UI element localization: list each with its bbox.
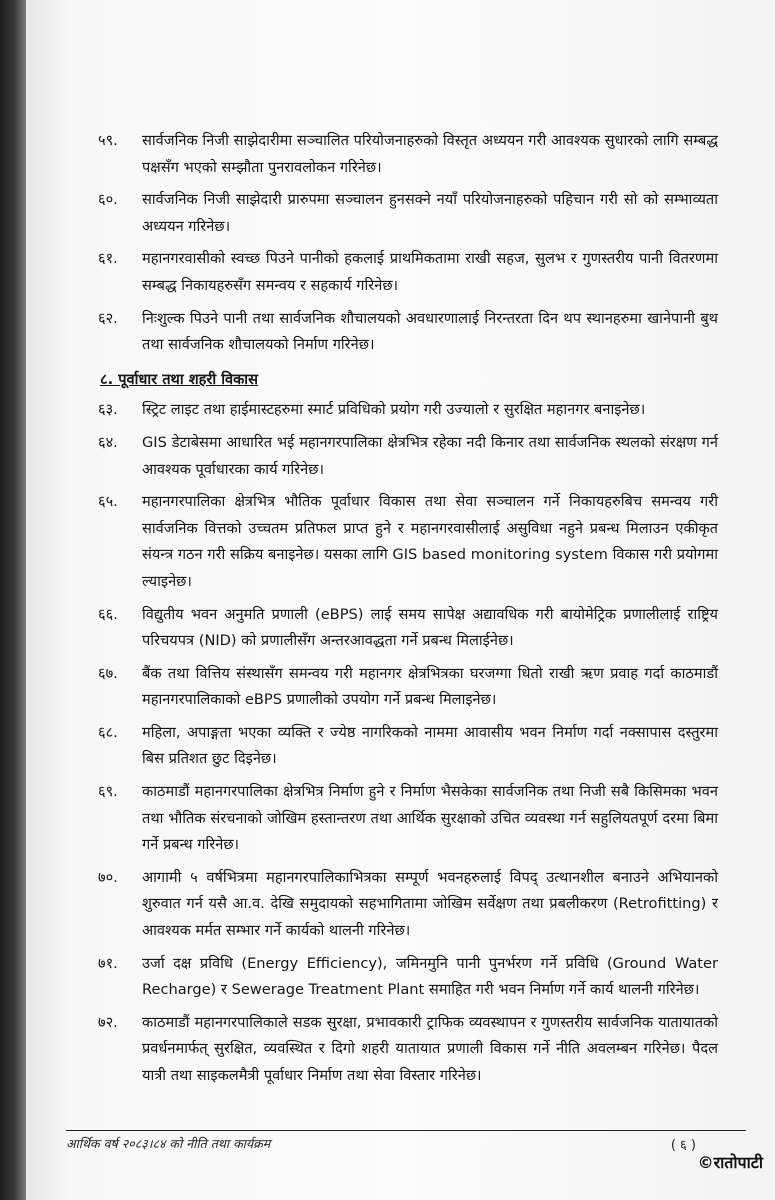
item-text: सार्वजनिक निजी साझेदारी प्रारुपमा सञ्चालन हुनसक्ने नयाँ परियोजनाहरुको पहिचान गरी सो को सम्भाव्यता अध्ययन गरिनेछ। [142,191,718,235]
policy-item [98,602,718,655]
document-page [26,0,775,1200]
item-text: निःशुल्क पिउने पानी तथा सार्वजनिक शौचालयको अवधारणालाई निरन्तरता दिन थप स्थानहरुमा खानेपानी बुथ तथा सार्वजनिक शौचालयको निर्माण गरिनेछ। [142,309,718,354]
item-text: स्ट्रिट लाइट तथा हाईमास्टहरुमा स्मार्ट प्रविधिको प्रयोग गरी उज्यालो र सुरक्षित महानगर बनाइनेछ। [142,401,646,419]
policy-list-part-2 [98,397,718,1089]
policy-item [98,661,718,714]
item-text: GIS डेटाबेसमा आधारित भई महानगरपालिका क्षेत्रभित्र रहेका नदी किनार तथा सार्वजनिक स्थलको संरक्षण गर्न आवश्यक पूर्वाधारका कार्य गरिनेछ। [142,433,718,478]
item-text: महानगरवासीको स्वच्छ पिउने पानीको हकलाई प्राथमिकतामा राखी सहज, सुलभ र गुणस्तरीय पानी वितरणमा सम्बद्ध निकायहरुसँग समन्वय र सहकार्य गरिनेछ। [142,250,718,294]
policy-item [98,951,718,1004]
item-number: ६३. [98,401,118,419]
item-number: ६६. [98,605,118,623]
policy-item [98,246,718,299]
item-number: ६०. [98,191,118,209]
item-number: ७१. [98,954,118,972]
item-number: ७०. [98,868,118,886]
document-body [98,128,718,1096]
policy-item [98,489,718,595]
item-number: ६२. [98,309,118,327]
policy-item [98,306,718,359]
item-text: सार्वजनिक निजी साझेदारीमा सञ्चालित परियोजनाहरुको विस्तृत अध्ययन गरी आवश्यक सुधारको लागि सम्बद्ध पक्षसँग भएको सम्झौता पुनरावलोकन गरिनेछ। [142,132,718,176]
item-number: ६७. [98,664,118,682]
footer-title: आर्थिक वर्ष २०८३।८४ को नीति तथा कार्यक्रम [66,1136,271,1151]
item-number: ७२. [98,1013,118,1031]
policy-item [98,865,718,945]
page-number: ( ६ ) [670,1138,696,1153]
item-text: महिला, अपाङ्गता भएका व्यक्ति र ज्येष्ठ नागरिकको नाममा आवासीय भवन निर्माण गर्दा नक्सापास दस्तुरमा बिस प्रतिशत छुट दिइनेछ। [142,723,718,768]
policy-item [98,397,718,424]
page-footer [66,1130,746,1155]
item-number: ६९. [98,783,118,801]
policy-item [98,779,718,859]
policy-item [98,720,718,773]
section-heading: ८. पूर्वाधार तथा शहरी विकास [100,370,258,388]
item-text: काठमाडौं महानगरपालिका क्षेत्रभित्र निर्माण हुने र निर्माण भैसकेका सार्वजनिक तथा निजी सबै किसिमका भवन तथा भौतिक संरचनाको जोखिम हस्तान्तरण तथा आर्थिक सुरक्षाको उचित व्यवस्था गर्न सहुलियतपूर्ण दरमा बिमा गर्ने प्रबन्ध गरिनेछ। [142,783,718,854]
binder-edge [0,0,26,1200]
policy-item [98,1010,718,1090]
item-number: ६१. [98,250,118,268]
item-number: ६४. [98,433,118,451]
item-number: ६८. [98,723,118,741]
policy-item [98,430,718,483]
item-number: ५९. [98,132,118,149]
item-text: विद्युतीय भवन अनुमति प्रणाली (eBPS) लाई समय सापेक्ष अद्यावधिक गरी बायोमेट्रिक प्रणालीलाई राष्ट्रिय परिचयपत्र (NID) को प्रणालीसँग अन्तरआवद्धता गर्ने प्रबन्ध मिलाईनेछ। [142,605,718,650]
item-text: काठमाडौं महानगरपालिकाले सडक सुरक्षा, प्रभावकारी ट्राफिक व्यवस्थापन र गुणस्तरीय सार्वजनिक यातायातको प्रवर्धनमार्फत् सुरक्षित, व्यवस्थित र दिगो शहरी यातायात प्रणाली विकास गर्ने नीति अवलम्बन गरिनेछ। पैदल यात्री तथा साइकलमैत्री पूर्वाधार निर्माण तथा सेवा विस्तार गरिनेछ। [142,1013,718,1084]
item-number: ६५. [98,493,118,511]
item-text: आगामी ५ वर्षभित्रमा महानगरपालिकाभित्रका सम्पूर्ण भवनहरुलाई विपद् उत्थानशील बनाउने अभियानको शुरुवात गर्न यसै आ.व. देखि समुदायको सहभागितामा जोखिम सर्वेक्षण तथा प्रबलीकरण (Retrofitting) र आवश्यक मर्मत सम्भार गर्ने कार्यको थालनी गरिनेछ। [142,868,718,940]
item-text: उर्जा दक्ष प्रविधि (Energy Efficiency), जमिनमुनि पानी पुनर्भरण गर्ने प्रविधि (Ground Water Recharge) र Sewerage Treatment Plant समाहित गरी भवन निर्माण गर्ने कार्य थालनी गरिनेछ। [142,954,718,999]
watermark: ©रातोपाटी [697,1153,763,1172]
policy-item [98,128,718,181]
policy-item [98,187,718,240]
item-text: महानगरपालिका क्षेत्रभित्र भौतिक पूर्वाधार विकास तथा सेवा सञ्चालन गर्ने निकायहरुबिच समन्वय गरी सार्वजनिक वित्तको उच्चतम प्रतिफल प्राप्त हुने र महानगरवासीलाई असुविधा नहुने प्रबन्ध मिलाउन एकीकृत संयन्त्र गठन गरी सक्रिय बनाइनेछ। यसका लागि GIS based monitoring system विकास गरी प्रयोगमा ल्याइनेछ। [142,493,718,590]
item-text: बैंक तथा वित्तिय संस्थासँग समन्वय गरी महानगर क्षेत्रभित्रका घरजग्गा धितो राखी ऋण प्रवाह गर्दा काठमाडौं महानगरपालिकाको eBPS प्रणालीको उपयोग गर्ने प्रबन्ध मिलाइनेछ। [142,664,718,709]
policy-list-part-1 [98,128,718,359]
